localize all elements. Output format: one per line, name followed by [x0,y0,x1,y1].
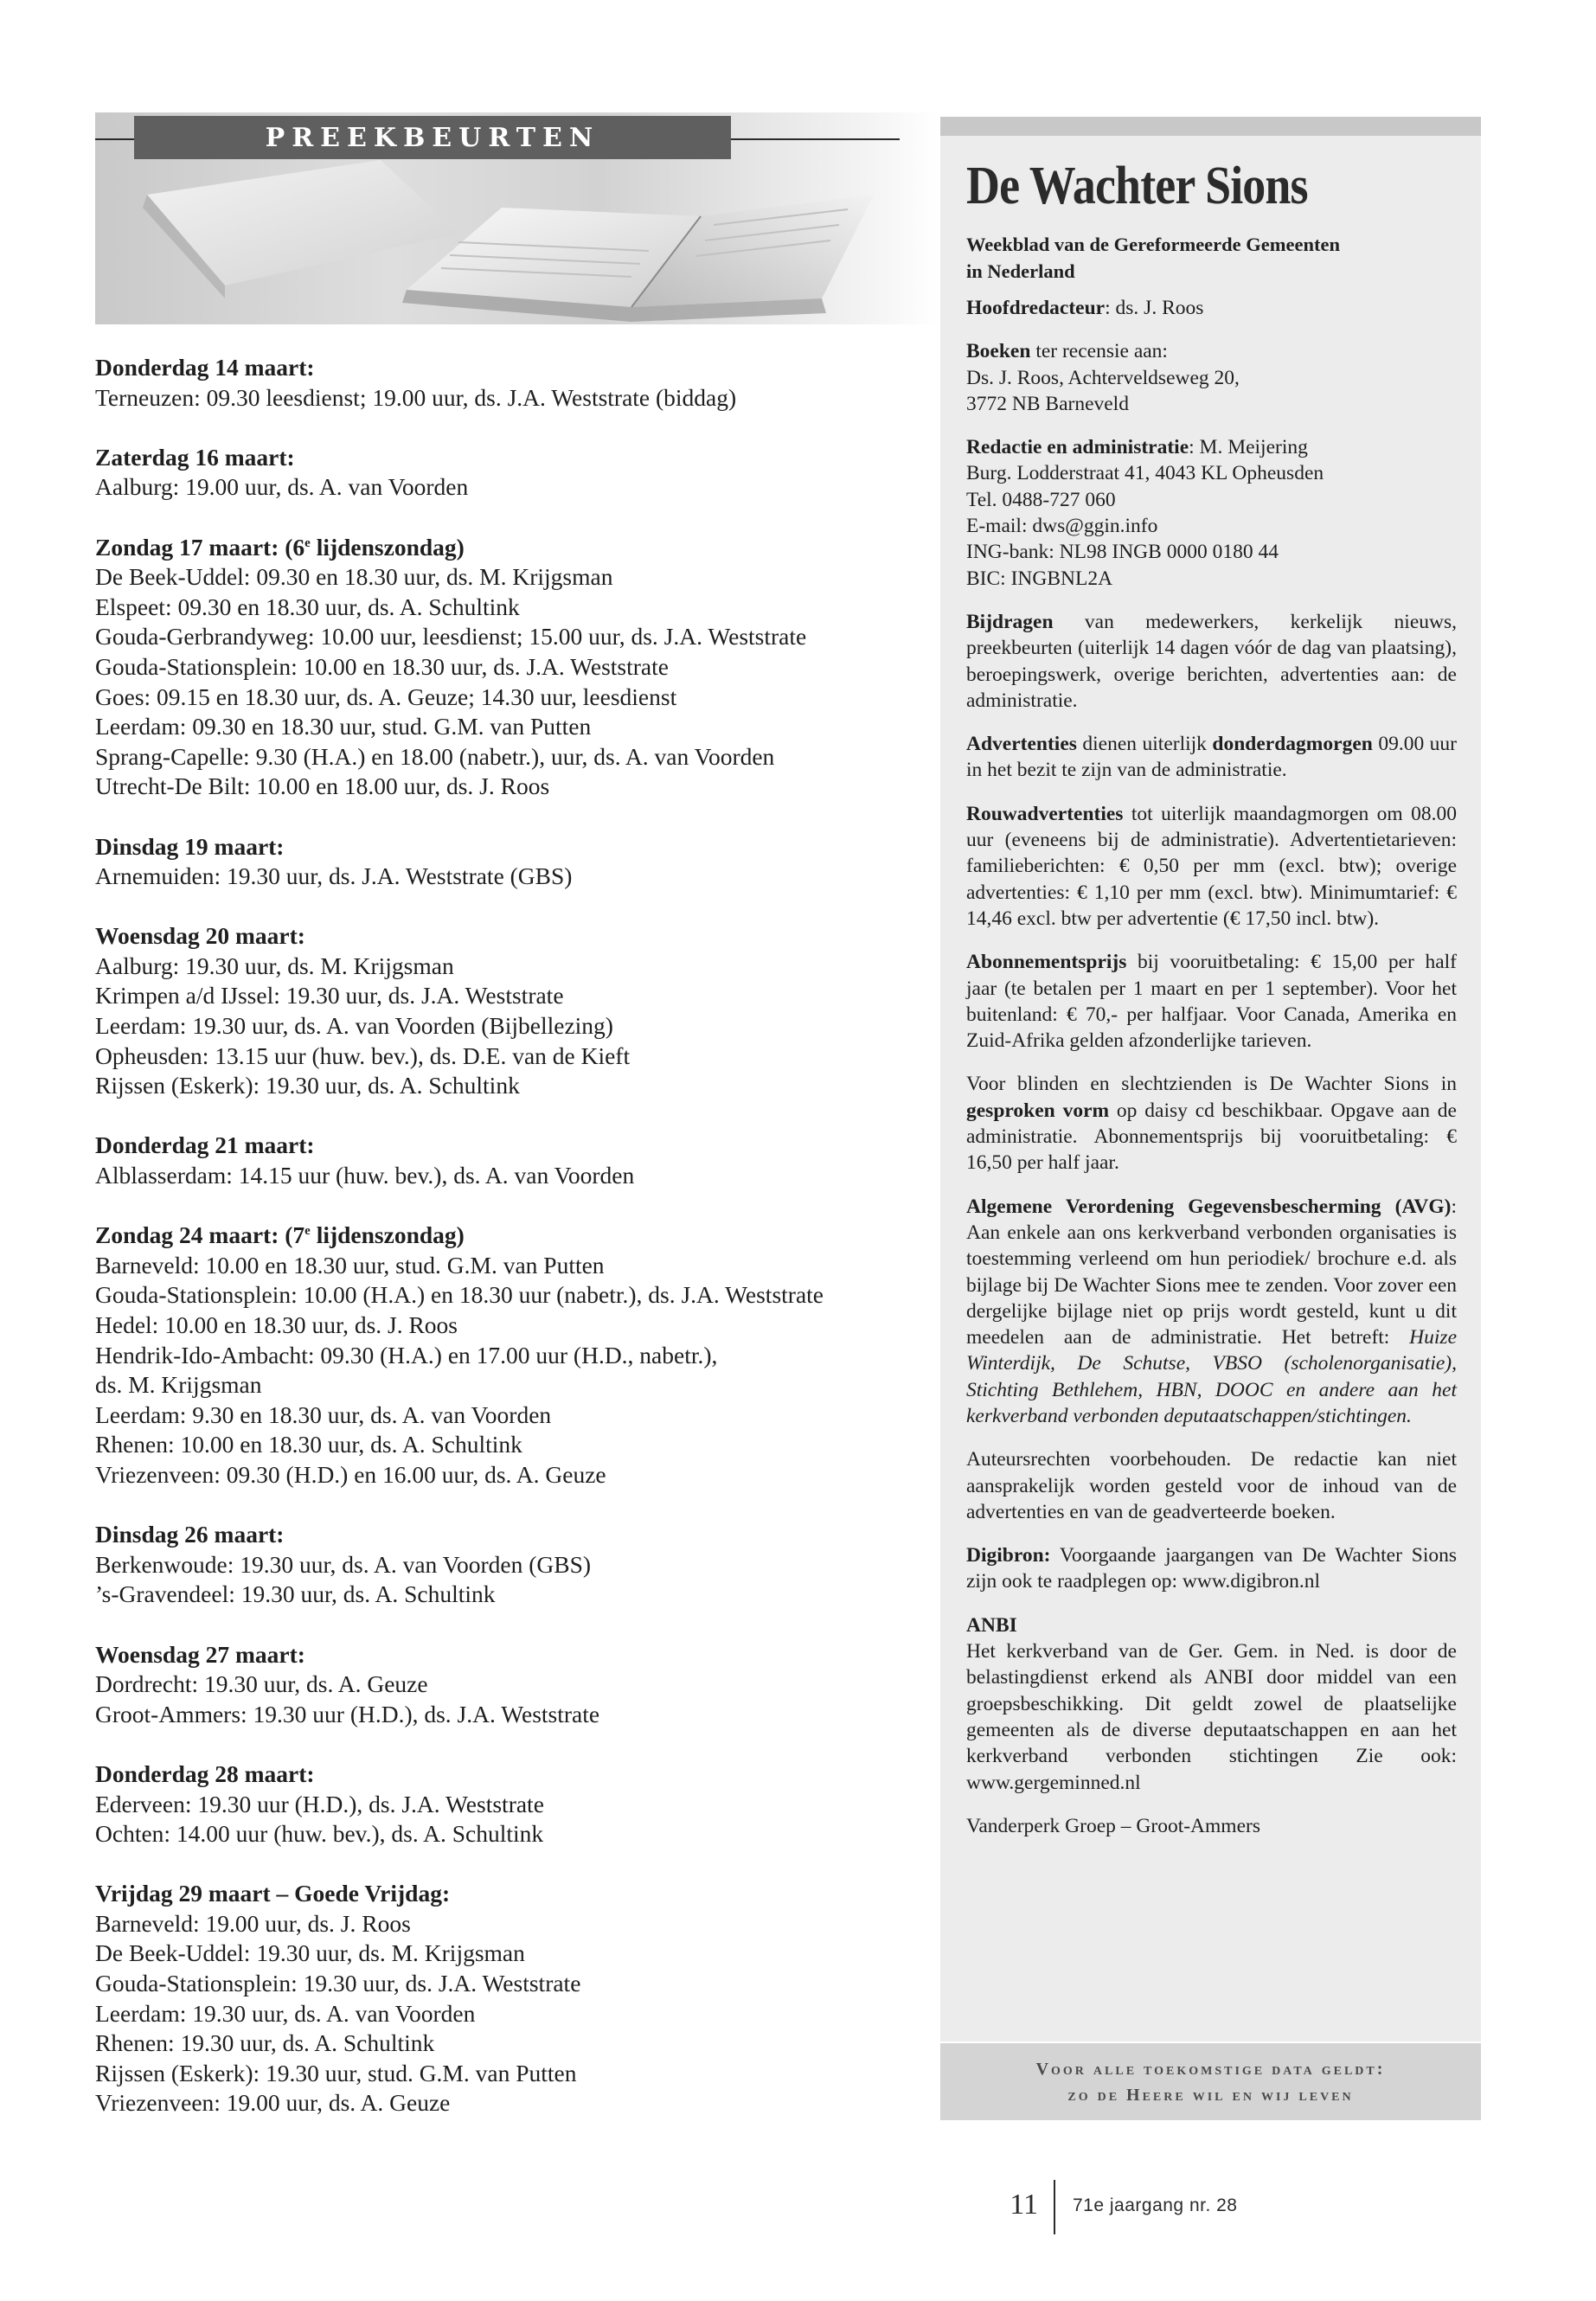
service-line: Opheusden: 13.15 uur (huw. bev.), ds. D.E. van de Kieft [95,1042,631,1069]
service-line: Leerdam: 19.30 uur, ds. A. van Voorden [95,1999,476,2027]
day-block [95,1640,926,1730]
service-line: Rijssen (Eskerk): 19.30 uur, ds. A. Schultink [95,1072,520,1099]
copyright-info: Auteursrechten voorbehouden. De redactie kan niet aansprakelijk worden gesteld voor de inhoud van de advertenties en van de geadverteerde boeken. [966,1448,1457,1523]
books-intro: ter recensie aan: [1030,340,1168,363]
books-label: Boeken [966,340,1031,363]
anbi-text: Het kerkverband van de Ger. Gem. in Ned. is door de belastingdienst erkend als ANBI door middel van een groepsbeschikking. Dit geldt zowel de plaatselijke gemeenten als de diverse deputaatschappen en aan het kerkverband verbonden stichtingen Zie ook: www.gergeminned.nl [966,1640,1457,1794]
motto-line: Voor alle toekomstige data geldt: [1035,2059,1386,2079]
ads-label: Advertenties [966,733,1077,756]
service-line: Alblasserdam: 14.15 uur (huw. bev.), ds. A. van Voorden [95,1162,635,1189]
service-line: Gouda-Stationsplein: 19.30 uur, ds. J.A. Weststrate [95,1970,581,1997]
service-line: Leerdam: 09.30 en 18.30 uur, stud. G.M. van Putten [95,713,592,740]
service-line: Gouda-Stationsplein: 10.00 (H.A.) en 18.30 uur (nabetr.), ds. J.A. Weststrate [95,1281,824,1309]
service-line: Groot-Ammers: 19.30 uur (H.D.), ds. J.A. Weststrate [95,1700,600,1727]
audio-text: Voor blinden en slechtzienden is De Wachter Sions in [966,1073,1457,1096]
service-line: Ederveen: 19.30 uur (H.D.), ds. J.A. Weststrate [95,1790,544,1817]
audio-bold: gesproken vorm [966,1099,1110,1122]
day-heading [95,533,926,563]
day-block [95,1520,926,1610]
day-heading: Zaterdag 16 maart: [95,443,295,471]
service-line: Rhenen: 10.00 en 18.30 uur, ds. A. Schultink [95,1431,522,1458]
admin-label: Redactie en administratie [966,436,1189,459]
admin-email-line [966,513,1457,539]
service-line: Ochten: 14.00 uur (huw. bev.), ds. A. Schultink [95,1820,544,1848]
day-block [95,443,926,503]
service-line: Leerdam: 9.30 en 18.30 uur, ds. A. van Voorden [95,1400,552,1428]
day-heading-suffix: lijdenszondag) [310,1221,465,1249]
service-line: Dordrecht: 19.30 uur, ds. A. Geuze [95,1670,428,1698]
editor-value: : ds. J. Roos [1105,297,1204,319]
avg-text: : Aan enkele aan ons kerkverband verbonden organisaties is toestemming verleend om hun periodiek/ brochure e.d. als bijlage bij De Wachter Sions mee te zenden. Voor zover een dergelijke bijlage niet op prijs wordt gesteld, kunt u dit meedelen aan de administratie. Het betreft: [966,1195,1457,1349]
subtitle-line: in Nederland [966,260,1075,282]
service-line: Arnemuiden: 19.30 uur, ds. J.A. Weststrate (GBS) [95,862,573,890]
day-block [95,1879,926,2118]
service-line: Utrecht-De Bilt: 10.00 en 18.00 uur, ds. J. Roos [95,772,550,800]
service-line: ds. M. Krijgsman [95,1371,262,1399]
service-line: Rijssen (Eskerk): 19.30 uur, stud. G.M. van Putten [95,2059,577,2086]
service-line: Barneveld: 19.00 uur, ds. J. Roos [95,1909,411,1937]
service-line: ’s-Gravendeel: 19.30 uur, ds. A. Schultink [95,1580,496,1608]
day-heading: Donderdag 14 maart: [95,354,315,381]
admin-bic: BIC: INGBNL2A [966,567,1113,590]
admin-name: : M. Meijering [1189,436,1308,459]
avg-info [966,1194,1457,1430]
day-heading: Donderdag 28 maart: [95,1759,315,1787]
books-address-line: Ds. J. Roos, Achterveldseweg 20, [966,366,1240,389]
digibron-label: Digibron: [966,1544,1051,1567]
day-heading-suffix: lijdenszondag) [310,533,465,561]
day-block [95,921,926,1101]
ads-deadline: donderdagmorgen [1212,733,1373,756]
colofon-panel [940,117,1481,2118]
subscription-info [966,949,1457,1054]
page-number: 11 [1010,2189,1038,2221]
books-address-line: 3772 NB Barneveld [966,392,1129,415]
admin-info [966,434,1457,592]
service-line: Terneuzen: 09.30 leesdienst; 19.00 uur, ds. J.A. Weststrate (biddag) [95,383,737,411]
audio-text: op daisy cd beschikbaar. Opgave aan de administratie. Abonnementsprijs bij vooruitbetaling: € 16,50 per half jaar. [966,1099,1457,1175]
admin-phone: Tel. 0488-727 060 [966,488,1116,511]
editor-info [966,295,1457,321]
audio-edition-info [966,1071,1457,1176]
day-heading-sup: e [304,535,311,550]
avg-italic: Huize Winterdijk, De Schutse, VBSO (scholenorganisatie), Stichting Bethlehem, HBN, DOOC en andere aan het kerkverband verbonden deputaatschappen/stichtingen. [966,1326,1457,1427]
service-line: Gouda-Gerbrandyweg: 10.00 uur, leesdienst; 15.00 uur, ds. J.A. Weststrate [95,623,807,651]
service-line: Sprang-Capelle: 9.30 (H.A.) en 18.00 (nabetr.), uur, ds. A. van Voorden [95,742,775,770]
magazine-subtitle [966,232,1457,285]
subtitle-line: Weekblad van de Gereformeerde Gemeenten [966,234,1340,255]
issue-info: 71e jaargang nr. 28 [1073,2195,1238,2215]
admin-email-link[interactable]: dws@ggin.info [1032,515,1158,538]
service-line: Hendrik-Ido-Ambacht: 09.30 (H.A.) en 17.00 uur (H.D., nabetr.), [95,1341,718,1368]
service-line: Barneveld: 10.00 en 18.30 uur, stud. G.M. van Putten [95,1251,605,1279]
anbi-info [966,1612,1457,1796]
day-heading [95,1221,926,1251]
digibron-text: Voorgaande jaargangen van De Wachter Sions zijn ook te raadplegen op: www.digibron.nl [966,1544,1457,1593]
admin-email-label: E-mail: [966,515,1033,538]
mourning-label: Rouwadvertenties [966,802,1124,825]
service-line: Berkenwoude: 19.30 uur, ds. A. van Voorden (GBS) [95,1550,592,1578]
day-heading: Woensdag 20 maart: [95,922,305,950]
day-heading: Vrijdag 29 maart – Goede Vrijdag: [95,1880,451,1907]
service-line: Aalburg: 19.30 uur, ds. M. Krijgsman [95,952,454,979]
books-info [966,338,1457,417]
section-title: PREEKBEURTEN [134,116,731,159]
day-block [95,832,926,892]
contrib-label: Bijdragen [966,610,1054,633]
contributions-info [966,609,1457,714]
contrib-text: van medewerkers, kerkelijk nieuws, preekbeurten (uiterlijk 14 dagen vóór de dag van plaatsing), beroepingswerk, overige berichten, advertenties aan: de administratie. [966,610,1457,712]
day-block [95,1131,926,1190]
ads-text: 09.00 uur in het bezit te zijn van de administratie. [966,733,1457,782]
service-line: Gouda-Stationsplein: 10.00 en 18.30 uur, ds. J.A. Weststrate [95,652,669,680]
day-block [95,1221,926,1490]
service-line: Hedel: 10.00 en 18.30 uur, ds. J. Roos [95,1311,458,1338]
service-line: Krimpen a/d IJssel: 19.30 uur, ds. J.A. Weststrate [95,982,564,1009]
day-heading-prefix: Zondag 17 maart: (6 [95,533,305,561]
service-line: Vriezenveen: 19.00 uur, ds. A. Geuze [95,2089,451,2117]
service-line: Rhenen: 19.30 uur, ds. A. Schultink [95,2029,435,2057]
day-block [95,533,926,802]
subscription-text: bij vooruitbetaling: € 15,00 per half jaar (te betalen per 1 maart en per 1 september). Voor het buitenland: € 70,- per halfjaar. Voor Canada, Amerika en Zuid-Afrika gelden afzonderlijke tarieven. [966,951,1457,1053]
footer-divider [1054,2180,1055,2234]
admin-bank: ING-bank: NL98 INGB 0000 0180 44 [966,541,1279,564]
day-block [95,1759,926,1849]
service-line: De Beek-Uddel: 09.30 en 18.30 uur, ds. M. Krijgsman [95,563,613,591]
day-heading: Dinsdag 19 maart: [95,832,285,860]
day-heading-prefix: Zondag 24 maart: (7 [95,1221,305,1249]
schedule-column [95,353,926,2149]
day-heading: Dinsdag 26 maart: [95,1521,285,1548]
subscription-label: Abonnementsprijs [966,951,1127,974]
service-line: Vriezenveen: 09.30 (H.D.) en 16.00 uur, ds. A. Geuze [95,1460,606,1488]
mourning-text: tot uiterlijk maandagmorgen om 08.00 uur (eveneens bij de administratie). Advertentietarieven: familieberichten: € 0,50 per mm (excl. btw); overige advertenties: € 1,10 per mm (excl. btw). Minimumtarief: € 14,46 excl. btw per advertentie (€ 17,50 incl. btw). [966,802,1457,930]
anbi-label: ANBI [966,1613,1017,1637]
printer-info: Vanderperk Groep – Groot-Ammers [966,1814,1260,1837]
service-line: Leerdam: 19.30 uur, ds. A. van Voorden (Bijbellezing) [95,1012,613,1040]
day-heading-sup: e [304,1224,311,1239]
admin-address: Burg. Lodderstraat 41, 4043 KL Opheusden [966,462,1324,485]
digibron-info [966,1542,1457,1595]
avg-label: Algemene Verordening Gegevensbescherming (AVG) [966,1195,1452,1218]
service-line: Aalburg: 19.00 uur, ds. A. van Voorden [95,473,469,501]
day-block [95,353,926,413]
service-line: Goes: 09.15 en 18.30 uur, ds. A. Geuze; 14.30 uur, leesdienst [95,683,677,710]
service-line: De Beek-Uddel: 19.30 uur, ds. M. Krijgsman [95,1939,525,1967]
motto-box [940,2041,1481,2120]
magazine-title: De Wachter Sions [966,157,1308,215]
editor-label: Hoofdredacteur [966,297,1106,319]
ads-info [966,731,1457,784]
ads-text: dienen uiterlijk [1076,733,1213,756]
day-heading: Woensdag 27 maart: [95,1640,305,1668]
motto-line: zo de Heere wil en wij leven [1067,2085,1354,2105]
mourning-ads-info [966,801,1457,932]
day-heading: Donderdag 21 maart: [95,1131,315,1159]
service-line: Elspeet: 09.30 en 18.30 uur, ds. A. Schultink [95,593,520,620]
